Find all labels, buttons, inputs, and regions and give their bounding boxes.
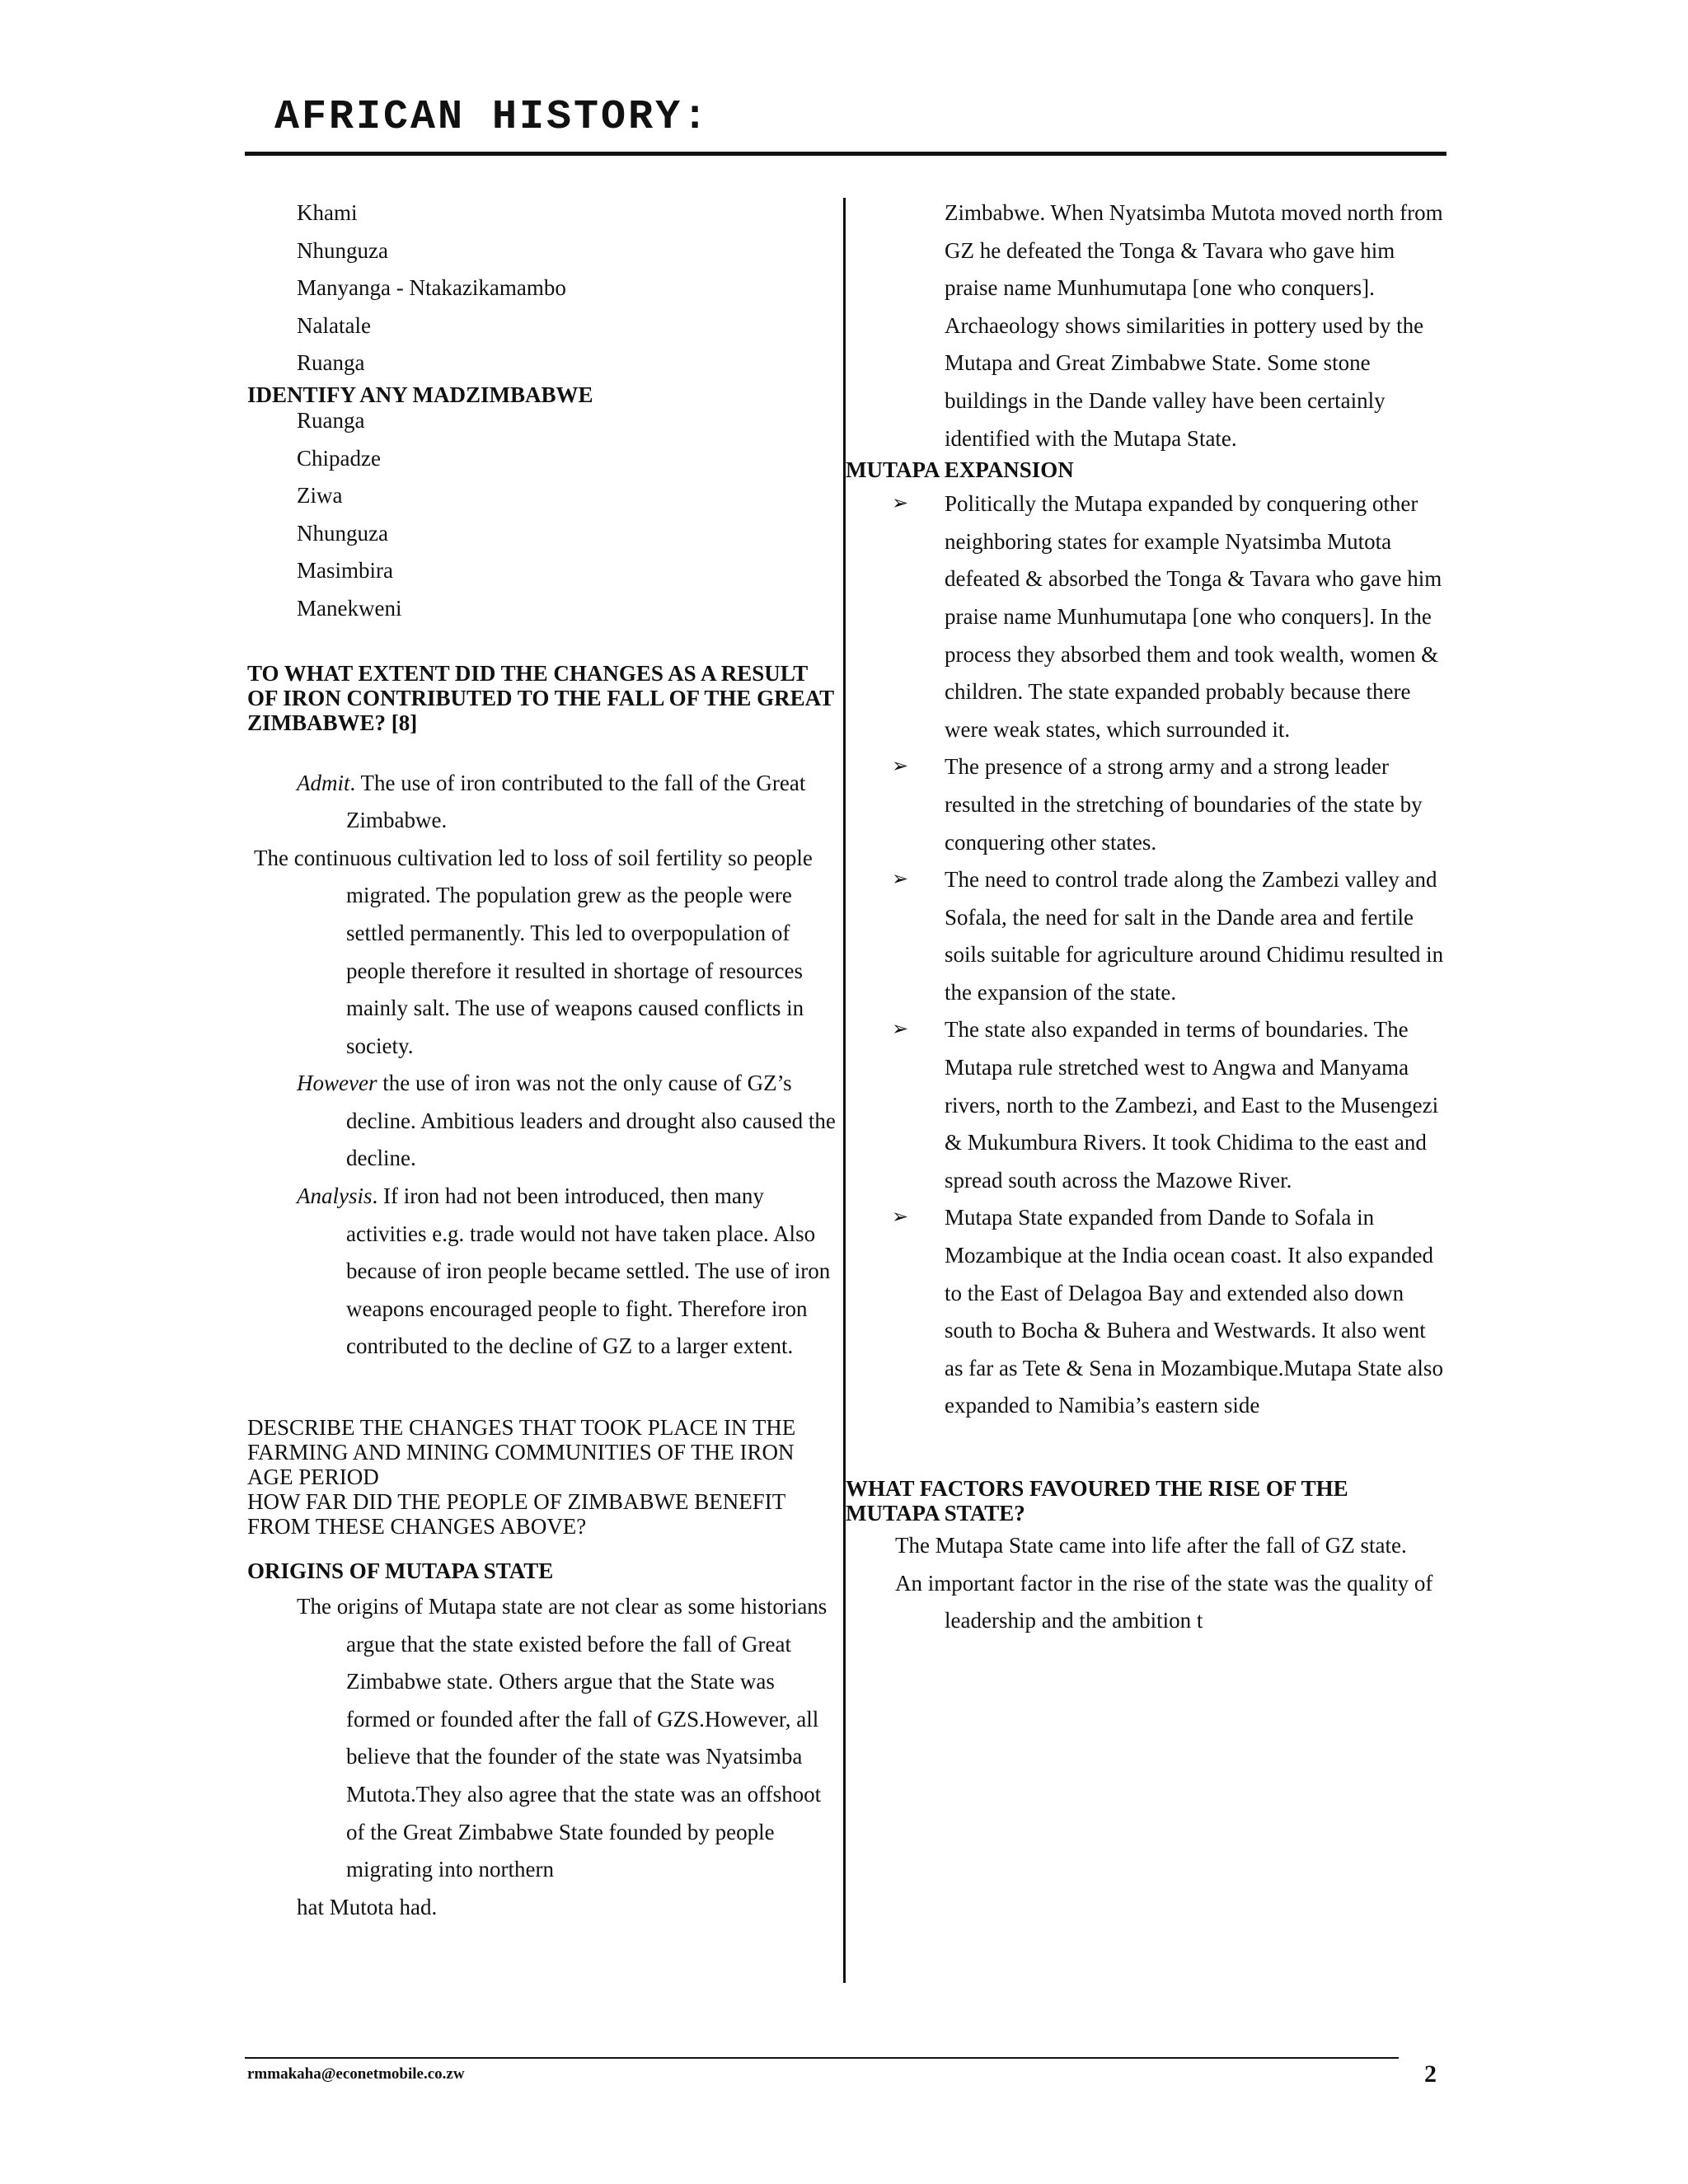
page-header-title: AFRICAN HISTORY: [274,94,710,141]
list-item: Manyanga - Ntakazikamambo [297,275,566,301]
list-item: Ruanga [297,407,365,433]
list-item: Nalatale [297,312,371,338]
madzimbabwe-heading: IDENTIFY ANY MADZIMBABWE [247,382,593,407]
arrowhead-bullet-icon: ➢ [892,493,909,515]
list-item: ➢ Mutapa State expanded from Dande to Sofala in Mozambique at the India ocean coast. It also expanded to the East of Delagoa Bay and extended also down south to Bocha & Buhera and Westwards. It also went as far as Tete & Sena in Mozambique.Mutapa State also expanded to Namibia’s eastern side [846,1199,1449,1425]
admit-paragraph [247,765,841,840]
admit-text: . The use of iron contributed to the fall of the Great Zimbabwe. [346,770,806,833]
however-paragraph [247,1065,841,1178]
page-number: 2 [1424,2060,1437,2088]
footer-email: rmmakaha@econetmobile.co.zw [247,2065,465,2083]
list-item: Nhunguza [297,237,388,263]
list-item: Khami [297,200,358,225]
arrowhead-bullet-icon: ➢ [892,1019,909,1041]
continuous-paragraph: The continuous cultivation led to loss of soil fertility so people migrated. The population grew as the people were settled permanently. This led to overpopulation of people therefore it resulted in shortage of resources mainly salt. The use of weapons caused conflicts in society. [254,845,813,1058]
footer-rule [245,2057,1399,2059]
list-item: ➢ The need to control trade along the Zambezi valley and Sofala, the need for salt in the Dande area and fertile soils suitable for agriculture around Chidimu resulted in the expansion of the state. [846,861,1449,1011]
describe-question: DESCRIBE THE CHANGES THAT TOOK PLACE IN THE FARMING AND MINING COMMUNITIES OF THE IRON AGE PERIOD [247,1415,796,1490]
sites-list [247,194,841,382]
analysis-text: . If iron had not been introduced, then many activities e.g. trade would not have taken place. Also because of iron people became settled. The use of iron weapons encouraged people to fight. Therefore iron contributed to the decline of GZ to a larger extent. [346,1183,831,1359]
origins-paragraph: The origins of Mutapa state are not clear as some historians argue that the state existed before the fall of Great Zimbabwe state. Others argue that the State was formed or founded after the fall of GZS.However, all believe that the founder of the state was Nyatsimba Mutota.They also agree that the state was an offshoot of the Great Zimbabwe State founded by people migrating into northern [297,1594,828,1882]
however-label: However [297,1071,377,1096]
arrowhead-bullet-icon: ➢ [892,1207,909,1229]
list-item: Masimbira [297,558,393,583]
arrowhead-bullet-icon: ➢ [892,869,909,891]
factors-paragraph-1: The Mutapa State came into life after the fall of GZ state. [895,1533,1407,1558]
origins-tail: hat Mutota had. [297,1894,438,1919]
benefit-question: HOW FAR DID THE PEOPLE OF ZIMBABWE BENEFIT FROM THESE CHANGES ABOVE? [247,1489,785,1540]
mutapa-continuation: Zimbabwe. When Nyatsimba Mutota moved north from GZ he defeated the Tonga & Tavara who gave him praise name Munhumutapa [one who conquers]. Archaeology shows similarities in pottery used by the Mutapa and Great Zimbabwe State. Some stone buildings in the Dande valley have been certainly identified with the Mutapa State. [945,200,1443,451]
list-item: ➢ Politically the Mutapa expanded by conquering other neighboring states for example Nyatsimba Mutota defeated & absorbed the Tonga & Tavara who gave him praise name Munhumutapa [one who conquers]. In the process they absorbed them and took wealth, women & children. The state expanded probably because there were weak states, which surrounded it. [846,485,1449,748]
list-item: ➢ The state also expanded in terms of boundaries. The Mutapa rule stretched west to Angwa and Manyama rivers, north to the Zambezi, and East to the Musengezi & Mukumbura Rivers. It took Chidima to the east and spread south across the Mazowe River. [846,1011,1449,1199]
list-item: Ziwa [297,483,343,509]
iron-question: TO WHAT EXTENT DID THE CHANGES AS A RESULT OF IRON CONTRIBUTED TO THE FALL OF THE GREAT ZIMBABWE? [8] [247,660,834,735]
origins-heading: ORIGINS OF MUTAPA STATE [247,1558,554,1584]
right-column [846,194,1449,1640]
factors-question: WHAT FACTORS FAVOURED THE RISE OF THE MUTAPA STATE? [846,1476,1348,1526]
analysis-label: Analysis [297,1183,373,1209]
however-text: the use of iron was not the only cause of GZ’s decline. Ambitious leaders and drought also caused the decline. [346,1071,836,1171]
header-rule [245,152,1447,156]
list-item: Ruanga [297,350,365,376]
admit-label: Admit [297,770,350,795]
list-item: Chipadze [297,445,381,471]
madzimbabwe-list [247,402,841,628]
factors-paragraph-2: An important factor in the rise of the state was the quality of leadership and the ambition t [895,1570,1433,1633]
left-column [247,194,841,1926]
arrowhead-bullet-icon: ➢ [892,756,909,778]
analysis-paragraph [247,1178,841,1366]
list-item: Nhunguza [297,520,388,546]
list-item: ➢ The presence of a strong army and a strong leader resulted in the stretching of boundaries of the state by conquering other states. [846,748,1449,861]
expansion-heading: MUTAPA EXPANSION [846,457,1074,483]
list-item: Manekweni [297,595,402,621]
expansion-list [846,485,1449,1425]
